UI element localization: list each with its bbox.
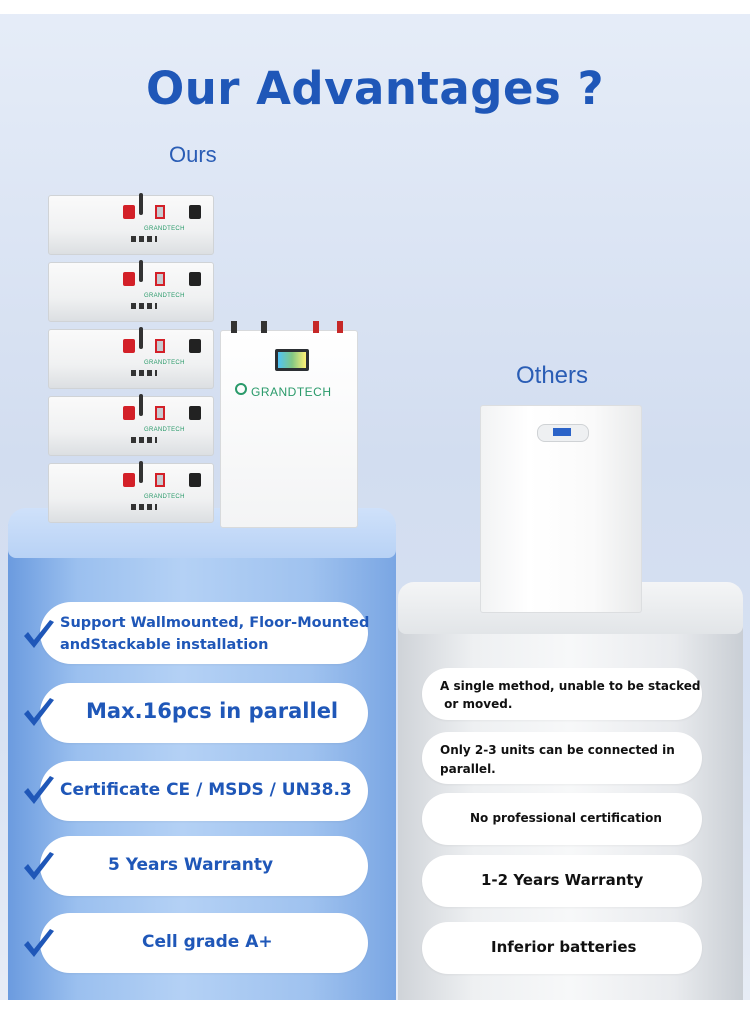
ours-feature-3-text: Certificate CE / MSDS / UN38.3: [60, 780, 352, 800]
module-brand: GRANDTECH: [144, 427, 185, 433]
ours-feature-5-text: Cell grade A+: [142, 932, 273, 952]
battery-module-5: [48, 463, 214, 523]
module-brand: GRANDTECH: [144, 226, 185, 232]
check-icon: [22, 927, 56, 961]
wall-battery: [220, 330, 358, 528]
ours-feature-2-text: Max.16pcs in parallel: [86, 699, 339, 723]
others-feature-4-text: 1-2 Years Warranty: [481, 871, 644, 889]
battery-module-4: [48, 396, 214, 456]
others-battery: [480, 405, 642, 613]
others-feature-2-line1: Only 2-3 units can be connected in: [440, 743, 675, 757]
others-feature-2-line2: parallel.: [440, 762, 496, 776]
others-feature-3-text: No professional certification: [470, 811, 662, 825]
check-icon: [22, 696, 56, 730]
ours-feature-4-text: 5 Years Warranty: [108, 855, 274, 875]
page-title: Our Advantages ?: [145, 62, 605, 115]
top-border: [0, 0, 750, 14]
others-feature-5-text: Inferior batteries: [491, 938, 637, 956]
ours-feature-1: [40, 602, 368, 664]
others-feature-1-line1: A single method, unable to be stacked: [440, 679, 701, 693]
ours-feature-1-line2: andStackable installation: [60, 637, 269, 653]
brand-logo-icon: [235, 383, 247, 395]
others-feature-2: [422, 732, 702, 784]
others-feature-1-line2: or moved.: [440, 697, 513, 711]
others-label: Others: [516, 362, 589, 389]
battery-module-3: [48, 329, 214, 389]
module-brand: GRANDTECH: [144, 360, 185, 366]
module-brand: GRANDTECH: [144, 293, 185, 299]
module-brand: GRANDTECH: [144, 494, 185, 500]
battery-module-2: [48, 262, 214, 322]
check-icon: [22, 850, 56, 884]
ours-label: Ours: [169, 142, 217, 167]
bottom-border: [0, 1000, 750, 1017]
battery-module-1: [48, 195, 214, 255]
wall-battery-brand: GRANDTECH: [251, 385, 332, 399]
ours-feature-1-line1: Support Wallmounted, Floor-Mounted: [60, 615, 370, 631]
others-feature-1: [422, 668, 702, 720]
check-icon: [22, 774, 56, 808]
check-icon: [22, 618, 56, 652]
